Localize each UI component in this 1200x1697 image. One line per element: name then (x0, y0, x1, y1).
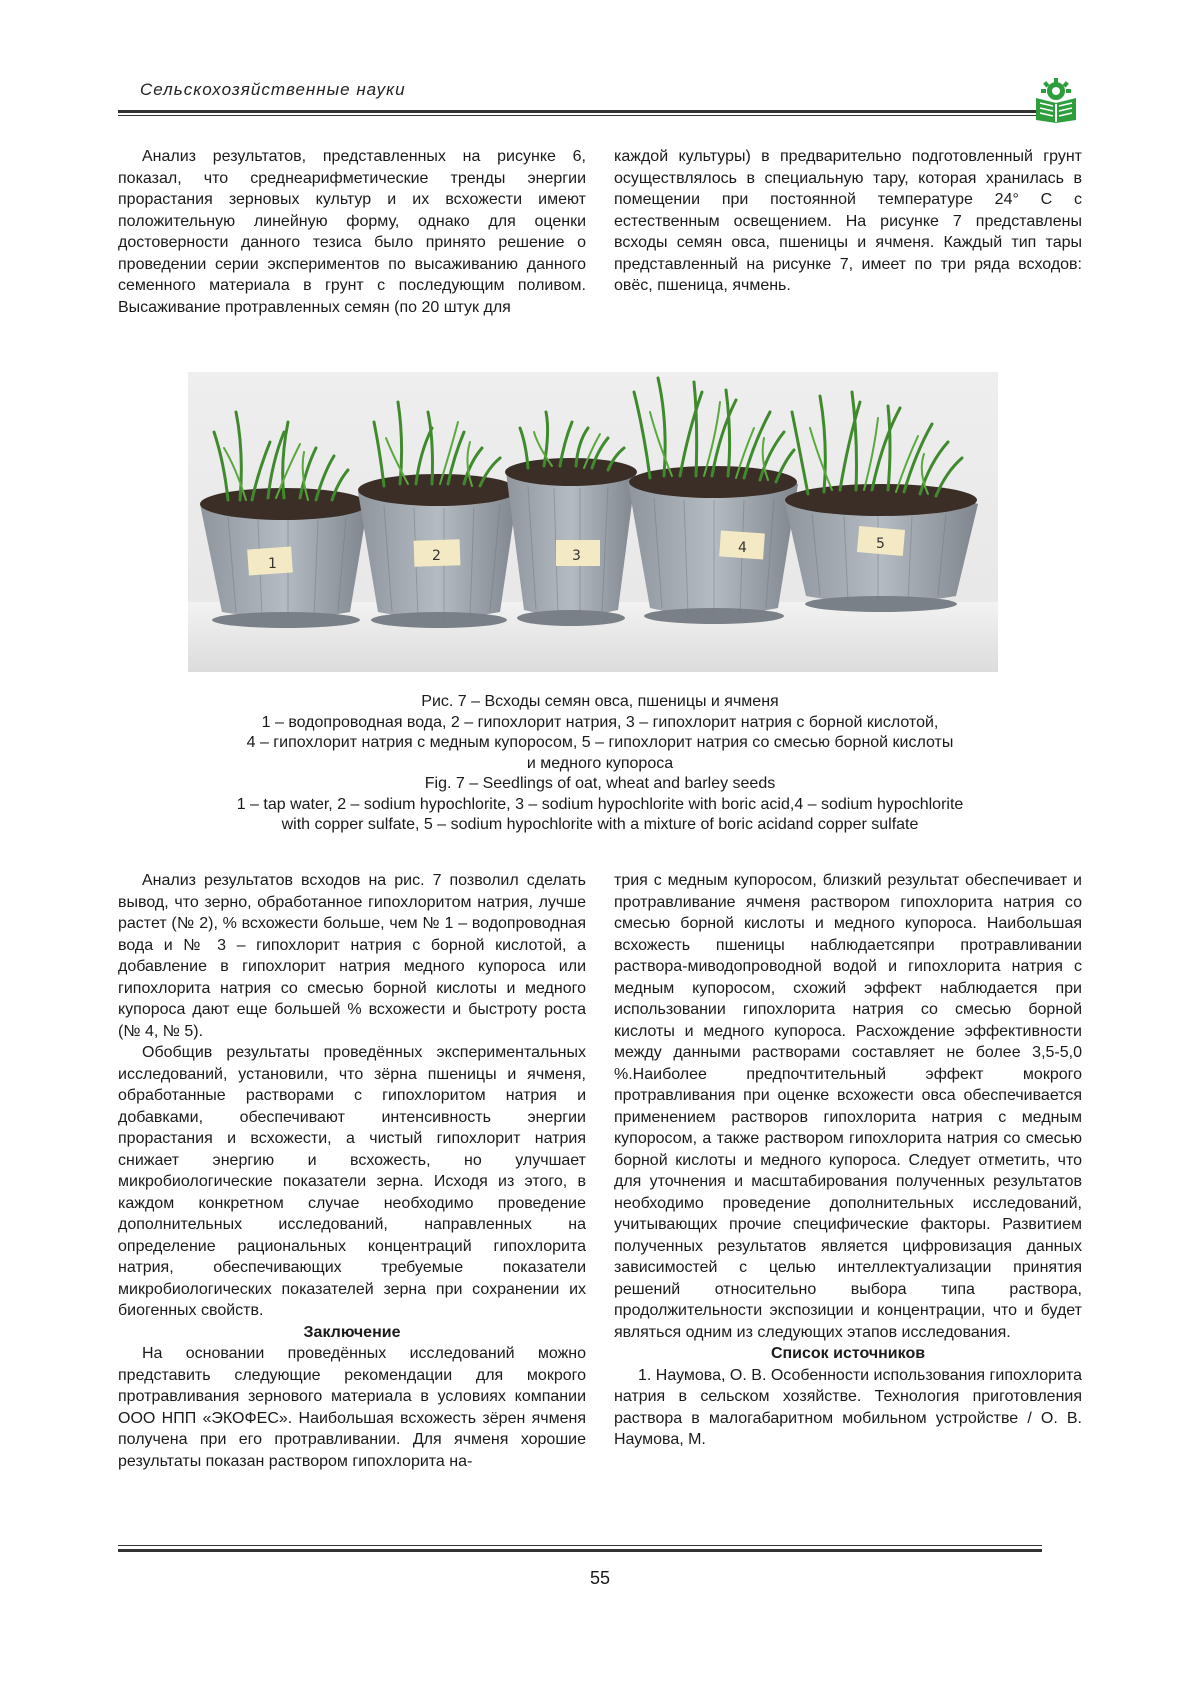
book-gear-logo-icon (1032, 76, 1080, 124)
footer-rule-thin (118, 1545, 1042, 1546)
intro-right-column (614, 146, 1082, 297)
pot-4 (628, 466, 798, 624)
body-paragraph: трия с медным купоросом, близкий результат обеспечивает и протравливание ячменя раствором гипохлорита натрия со смесью борной кислоты и медного купороса. Наибольшая всхожесть пшеницы наблюдаетсяпри протравливании раствора-миводопроводной водой и гипохлорита натрия с медным купоросом, схожий эффект наблюдается при использовании гипохлорита натрия со смесью борной кислоты и медного купороса. Расхождение эффективности между данными растворами составляет не более 3,5-5,0 %.Наиболее предпочтительный эффект мокрого протравливания при оценке всхожести овса обеспечивается применением растворов гипохлорита натрия с медным купоросом, а также раствором гипохлорита натрия со смесью борной кислоты и медного купороса. Следует отметить, что для уточнения и масштабирования полученных результатов необходимо проведение дополнительных исследований, учитывающих прочие специфические факторы. Развитием полученных результатов является цифровизация данных зависимостей с целью интеллектуализации принятия решений относительно выбора типа раствора, продолжительности экспозиции и концентрации, что и будет являться одним из следующих этапов исследования. (614, 872, 1082, 1341)
caption-ru-title: Рис. 7 – Всходы семян овса, пшеницы и ячменя (421, 693, 779, 710)
caption-ru-line: и медного купороса (526, 754, 674, 772)
pot-label-2 (414, 539, 461, 567)
pot-label-3 (556, 540, 600, 566)
body-left-column (118, 870, 586, 1472)
references-heading: Список источников (770, 1345, 926, 1362)
intro-paragraph-left: Анализ результатов, представленных на рисунке 6, показал, что среднеарифметические тренды энергии прорастания зерновых культур и их всхожести имеют положительную линейную форму, однако для оценки достоверности данного тезиса было принято решение о проведении серии экспериментов по высаживанию данного семенного материала в грунт с последующим поливом. Высаживание протравленных семян (по 20 штук для (118, 148, 586, 316)
pot-label-text: 5 (876, 536, 885, 552)
pot-label-text: 2 (432, 548, 441, 564)
pot-label-4 (719, 530, 765, 559)
journal-section-title: Сельскохозяйственные науки (140, 80, 406, 99)
figure-caption (118, 692, 1082, 836)
pot-label-1 (247, 546, 293, 575)
body-right-column (614, 870, 1082, 1451)
caption-en-line: with copper sulfate, 5 – sodium hypochlorite with a mixture of boric acidand copper sulfate (281, 816, 919, 833)
pot-label-text: 1 (268, 556, 277, 572)
body-paragraph: Анализ результатов всходов на рис. 7 позволил сделать вывод, что зерно, обработанное гипохлоритом натрия, лучше растет (№ 2), % всхожести больше, чем № 1 – водопроводная вода и № 3 – гипохлорит натрия с борной кислотой, а добавление в гипохлорит натрия медного купороса или гипохлорита натрия со смесью борной кислоты и медного купороса дают еще большей % всхожести и быстроту роста (№ 4, № 5). (118, 872, 586, 1040)
footer-rule (118, 1549, 1042, 1552)
caption-en-line: 1 – tap water, 2 – sodium hypochlorite, 3 – sodium hypochlorite with boric acid,4 – sodium hypochlorite (236, 795, 964, 813)
caption-ru-line: 4 – гипохлорит натрия с медным купоросом, 5 – гипохлорит натрия со смесью борной кислоты (246, 734, 954, 751)
seedlings-photo (188, 372, 998, 672)
caption-en-title: Fig. 7 – Seedlings of oat, wheat and barley seeds (424, 775, 776, 792)
header-rule (118, 110, 1042, 113)
pot-label-5 (857, 526, 905, 556)
intro-left-column (118, 146, 586, 318)
caption-ru-line: 1 – водопроводная вода, 2 – гипохлорит натрия, 3 – гипохлорит натрия с борной кислотой, (261, 713, 939, 731)
body-paragraph: Обобщив результаты проведённых экспериментальных исследований, установили, что зёрна пшеницы и ячменя, обработанные растворами с гипохлоритом натрия и добавками, обеспечивают интенсивность энергии прорастания и всхожести, а чистый гипохлорит натрия снижает энергию и всхожесть, но улучшает микробиологические показатели зерна. Исходя из этого, в каждом конкретном случае необходимо проведение дополнительных исследований, направленных на определение рациональных концентраций гипохлорита натрия, обеспечивающих требуемые показатели микробиологических показателей зерна при сохранении их биогенных свойств. (118, 1044, 586, 1319)
body-paragraph: На основании проведённых исследований можно представить следующие рекомендации для мокрого протравливания зернового материала в условиях компании ООО НПП «ЭКОФЕС». Наибольшая всхожесть зёрен ячменя получена при его протравливании. Для ячменя хорошие результаты показан раствором гипохлорита на- (118, 1345, 586, 1470)
reference-item: 1. Наумова, О. В. Особенности использования гипохлорита натрия в сельском хозяйстве. Технология приготовления раствора в малогабаритном мобильном устройстве / О. В. Наумова, М. (614, 1366, 1082, 1448)
conclusion-heading: Заключение (303, 1323, 401, 1341)
intro-paragraph-right: каждой культуры) в предварительно подготовленный грунт осуществлялось в специальную тару, которая хранилась в помещении при постоянной температуре 24° С с естественным освещением. На рисунке 7 представлены всходы семян овса, пшеницы и ячменя. Каждый тип тары представленный на рисунке 7, имеет по три ряда всходов: овёс, пшеница, ячмень. (614, 148, 1082, 294)
page-number: 55 (589, 1568, 611, 1588)
pot-label-text: 3 (572, 548, 581, 564)
header-rule-thin (118, 115, 1042, 116)
pot-label-text: 4 (738, 540, 747, 556)
